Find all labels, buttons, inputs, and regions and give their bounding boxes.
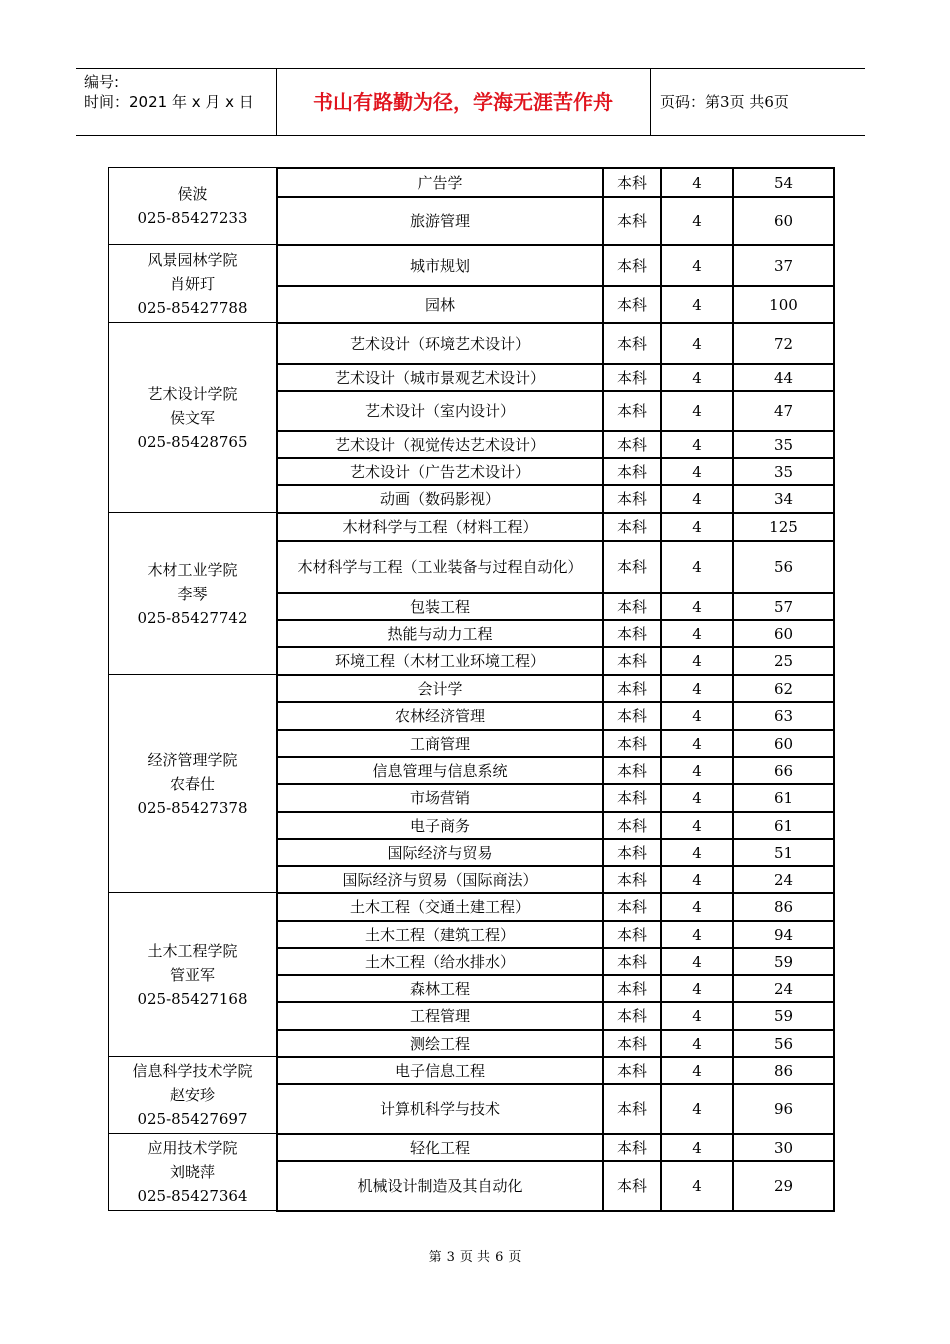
footer-suffix: 页 <box>508 1250 522 1265</box>
college-contact: 肖妍玎 <box>169 274 215 293</box>
degree-cell: 本科 <box>616 843 647 862</box>
quota-cell: 29 <box>773 1177 794 1195</box>
degree-cell: 本科 <box>616 679 647 698</box>
major-name-cell: 动画（数码影视） <box>379 490 500 508</box>
college-name: 应用技术学院 <box>147 1139 238 1157</box>
degree-cell: 本科 <box>616 1100 647 1118</box>
duration-cell: 4 <box>692 295 702 314</box>
page-prefix: 页码：第 <box>660 93 721 111</box>
quota-cell: 35 <box>773 462 794 481</box>
duration-cell: 4 <box>692 1177 702 1195</box>
degree-cell: 本科 <box>616 256 647 275</box>
quota-cell: 25 <box>773 652 794 670</box>
duration-cell: 4 <box>692 952 702 971</box>
college-cell <box>109 1057 276 1133</box>
college-name: 木材工业学院 <box>147 560 238 579</box>
table-bottom-border <box>276 1210 835 1212</box>
college-name: 艺术设计学院 <box>147 384 238 403</box>
degree-cell: 本科 <box>616 435 647 454</box>
quota-cell: 47 <box>773 402 794 420</box>
college-name: 信息科学技术学院 <box>132 1062 253 1080</box>
major-name-cell: 农林经济管理 <box>394 707 485 725</box>
college-name: 经济管理学院 <box>147 750 238 769</box>
college-contact: 侯波 <box>177 185 208 203</box>
major-name-cell: 工商管理 <box>409 734 470 753</box>
college-contact: 侯文军 <box>169 408 215 427</box>
duration-cell: 4 <box>692 256 702 275</box>
degree-cell: 本科 <box>616 462 647 481</box>
quota-cell: 72 <box>773 334 794 353</box>
degree-cell: 本科 <box>616 212 647 230</box>
degree-cell: 本科 <box>616 979 647 998</box>
degree-cell: 本科 <box>616 295 647 314</box>
quota-cell: 61 <box>773 816 794 835</box>
major-name-cell: 国际经济与贸易 <box>387 843 493 862</box>
major-name-cell: 电子信息工程 <box>394 1061 485 1080</box>
duration-cell: 4 <box>692 558 702 576</box>
major-name-cell: 国际经济与贸易（国际商法） <box>342 870 538 889</box>
quota-cell: 63 <box>773 707 794 725</box>
quota-cell: 60 <box>773 624 794 643</box>
degree-cell: 本科 <box>616 1007 647 1025</box>
duration-cell: 4 <box>692 652 702 670</box>
quota-cell: 125 <box>769 518 798 536</box>
quota-cell: 35 <box>773 435 794 454</box>
duration-cell: 4 <box>692 334 702 353</box>
quota-cell: 57 <box>773 597 794 616</box>
degree-cell: 本科 <box>616 402 647 420</box>
major-name-cell: 园林 <box>424 295 455 314</box>
major-name-cell: 森林工程 <box>409 979 470 998</box>
duration-cell: 4 <box>692 761 702 780</box>
college-cell <box>109 893 276 1056</box>
major-name-cell: 轻化工程 <box>409 1138 470 1157</box>
college-phone: 025-85428765 <box>137 432 248 451</box>
duration-cell: 4 <box>692 597 702 616</box>
college-phone: 025-85427697 <box>137 1110 248 1128</box>
college-cell <box>109 513 276 674</box>
duration-cell: 4 <box>692 490 702 508</box>
duration-cell: 4 <box>692 1061 702 1080</box>
quota-cell: 100 <box>769 295 798 314</box>
degree-cell: 本科 <box>616 1177 647 1195</box>
quota-cell: 37 <box>773 256 794 275</box>
quota-cell: 94 <box>773 925 794 944</box>
duration-cell: 4 <box>692 816 702 835</box>
major-name-cell: 木材科学与工程（工业装备与过程自动化） <box>297 558 583 576</box>
page-current: 3 <box>720 93 730 111</box>
quota-cell: 60 <box>773 734 794 753</box>
college-phone: 025-85427168 <box>137 989 248 1008</box>
duration-cell: 4 <box>692 843 702 862</box>
college-contact: 刘晓萍 <box>169 1163 215 1181</box>
college-phone: 025-85427742 <box>137 608 248 627</box>
quota-cell: 51 <box>773 843 794 862</box>
duration-cell: 4 <box>692 462 702 481</box>
major-name-cell: 木材科学与工程（材料工程） <box>342 518 538 536</box>
college-phone: 025-85427378 <box>137 798 248 817</box>
quota-cell: 54 <box>773 173 794 192</box>
quota-cell: 59 <box>773 952 794 971</box>
degree-cell: 本科 <box>616 558 647 576</box>
college-cell <box>109 168 276 244</box>
footer-total: 6 <box>495 1250 504 1265</box>
college-contact: 农春仕 <box>169 774 215 793</box>
doc-time-label: 时间：2021 年 x 月 x 日 <box>84 93 254 111</box>
duration-cell: 4 <box>692 789 702 807</box>
footer-current: 3 <box>446 1250 455 1265</box>
table-bottom-border-left <box>108 1210 276 1211</box>
college-phone: 025-85427788 <box>137 298 248 317</box>
degree-cell: 本科 <box>616 518 647 536</box>
major-name-cell: 艺术设计（室内设计） <box>364 402 515 420</box>
degree-cell: 本科 <box>616 490 647 508</box>
degree-cell: 本科 <box>616 1034 647 1053</box>
major-name-cell: 机械设计制造及其自动化 <box>357 1177 523 1195</box>
degree-cell: 本科 <box>616 597 647 616</box>
quota-cell: 61 <box>773 789 794 807</box>
degree-cell: 本科 <box>616 761 647 780</box>
degree-cell: 本科 <box>616 652 647 670</box>
quota-cell: 59 <box>773 1007 794 1025</box>
header-motto: 书山有路勤为径，学海无涯苦作舟 <box>313 90 613 114</box>
quota-cell: 24 <box>773 870 794 889</box>
degree-cell: 本科 <box>616 707 647 725</box>
major-name-cell: 艺术设计（广告艺术设计） <box>349 462 530 481</box>
major-name-cell: 艺术设计（城市景观艺术设计） <box>334 368 545 387</box>
degree-cell: 本科 <box>616 816 647 835</box>
major-name-cell: 测绘工程 <box>409 1034 470 1053</box>
degree-cell: 本科 <box>616 870 647 889</box>
quota-cell: 34 <box>773 490 794 508</box>
page-total: 6 <box>764 93 774 111</box>
degree-cell: 本科 <box>616 334 647 353</box>
major-name-cell: 艺术设计（视觉传达艺术设计） <box>334 435 545 454</box>
page-suffix: 页 <box>773 93 789 111</box>
degree-cell: 本科 <box>616 1061 647 1080</box>
major-name-cell: 土木工程（建筑工程） <box>364 925 515 944</box>
quota-cell: 56 <box>773 558 794 576</box>
degree-cell: 本科 <box>616 734 647 753</box>
duration-cell: 4 <box>692 173 702 192</box>
duration-cell: 4 <box>692 1100 702 1118</box>
major-name-cell: 市场营销 <box>409 789 470 807</box>
duration-cell: 4 <box>692 707 702 725</box>
footer-mid: 页 共 <box>459 1250 491 1265</box>
degree-cell: 本科 <box>616 1138 647 1157</box>
degree-cell: 本科 <box>616 368 647 387</box>
duration-cell: 4 <box>692 212 702 230</box>
duration-cell: 4 <box>692 1138 702 1157</box>
major-name-cell: 包装工程 <box>409 597 470 616</box>
major-name-cell: 计算机科学与技术 <box>379 1100 500 1118</box>
degree-cell: 本科 <box>616 173 647 192</box>
quota-cell: 96 <box>773 1100 794 1118</box>
page-mid: 页 共 <box>729 93 765 111</box>
major-name-cell: 环境工程（木材工业环境工程） <box>334 652 545 670</box>
quota-cell: 24 <box>773 979 794 998</box>
quota-cell: 66 <box>773 761 794 780</box>
duration-cell: 4 <box>692 402 702 420</box>
quota-cell: 44 <box>773 368 794 387</box>
duration-cell: 4 <box>692 734 702 753</box>
duration-cell: 4 <box>692 979 702 998</box>
duration-cell: 4 <box>692 679 702 698</box>
major-name-cell: 土木工程（交通土建工程） <box>349 898 530 916</box>
quota-cell: 86 <box>773 898 794 916</box>
college-cell <box>109 245 276 322</box>
quota-cell: 56 <box>773 1034 794 1053</box>
quota-cell: 30 <box>773 1138 794 1157</box>
major-name-cell: 广告学 <box>417 173 463 192</box>
doc-number-label: 编号: <box>84 73 120 91</box>
duration-cell: 4 <box>692 518 702 536</box>
college-contact: 管亚军 <box>169 965 215 984</box>
college-name: 风景园林学院 <box>147 250 238 269</box>
degree-cell: 本科 <box>616 789 647 807</box>
duration-cell: 4 <box>692 624 702 643</box>
duration-cell: 4 <box>692 1007 702 1025</box>
college-contact: 赵安珍 <box>169 1086 215 1104</box>
major-name-cell: 城市规划 <box>409 256 470 275</box>
duration-cell: 4 <box>692 925 702 944</box>
major-name-cell: 电子商务 <box>409 816 470 835</box>
major-name-cell: 旅游管理 <box>409 212 470 230</box>
degree-cell: 本科 <box>616 925 647 944</box>
college-phone: 025-85427233 <box>137 209 248 227</box>
college-contact: 李琴 <box>177 584 208 603</box>
major-name-cell: 艺术设计（环境艺术设计） <box>349 334 530 353</box>
major-name-cell: 信息管理与信息系统 <box>372 761 508 780</box>
duration-cell: 4 <box>692 368 702 387</box>
college-phone: 025-85427364 <box>137 1187 248 1205</box>
major-name-cell: 热能与动力工程 <box>387 624 493 643</box>
degree-cell: 本科 <box>616 624 647 643</box>
college-name: 土木工程学院 <box>147 941 238 960</box>
footer-prefix: 第 <box>428 1250 442 1265</box>
major-name-cell: 会计学 <box>417 679 463 698</box>
duration-cell: 4 <box>692 1034 702 1053</box>
degree-cell: 本科 <box>616 898 647 916</box>
quota-cell: 62 <box>773 679 794 698</box>
page-footer <box>0 1246 950 1265</box>
college-cell <box>109 323 276 512</box>
college-cell <box>109 675 276 892</box>
major-name-cell: 工程管理 <box>409 1007 470 1025</box>
duration-cell: 4 <box>692 898 702 916</box>
quota-cell: 86 <box>773 1061 794 1080</box>
degree-cell: 本科 <box>616 952 647 971</box>
major-name-cell: 土木工程（给水排水） <box>364 952 515 971</box>
duration-cell: 4 <box>692 435 702 454</box>
duration-cell: 4 <box>692 870 702 889</box>
college-cell <box>109 1134 276 1210</box>
quota-cell: 60 <box>773 212 794 230</box>
